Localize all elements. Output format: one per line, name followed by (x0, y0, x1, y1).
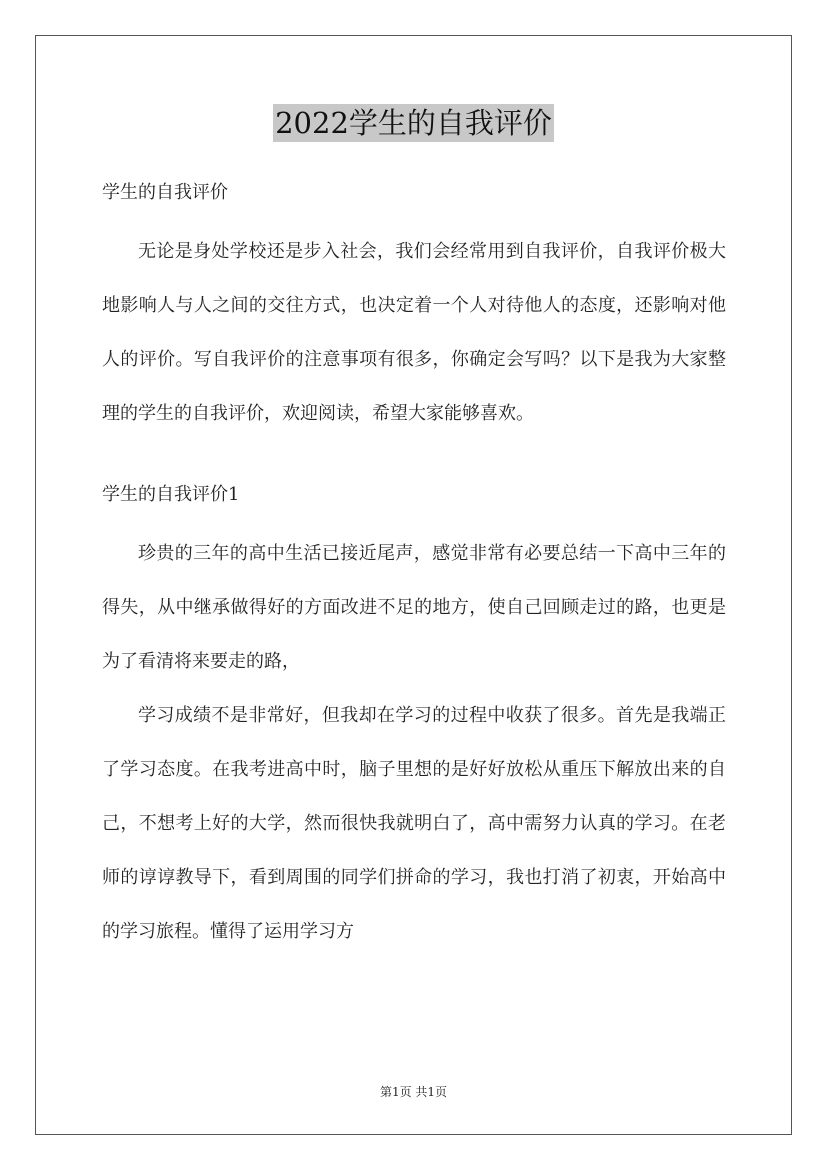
intro-heading: 学生的自我评价 (102, 182, 228, 203)
document-body (102, 175, 726, 959)
page-footer (0, 1083, 827, 1100)
section1-heading: 学生的自我评价1 (102, 484, 240, 505)
spacer (102, 441, 726, 477)
spacer (102, 211, 726, 225)
page-number: 第1页 共1页 (379, 1085, 448, 1099)
section1-paragraph: 学习成绩不是非常好，但我却在学习的过程中收获了很多。首先是我端正了学习态度。在我考进高中时，脑子里想的是好好放松从重压下解放出来的自己，不想考上好的大学，然而很快我就明白了，高中需努力认真的学习。在老师的谆谆教导下，看到周围的同学们拼命的学习，我也打消了初衷，开始高中的学习旅程。懂得了运用学习方 (102, 705, 726, 942)
intro-paragraph: 无论是身处学校还是步入社会，我们会经常用到自我评价，自我评价极大地影响人与人之间的交往方式，也决定着一个人对待他人的态度，还影响对他人的评价。写自我评价的注意事项有很多，你确定会写吗？以下是我为大家整理的学生的自我评价，欢迎阅读，希望大家能够喜欢。 (102, 241, 726, 424)
document-title: 2022学生的自我评价 (275, 106, 552, 140)
section1-paragraph: 珍贵的三年的高中生活已接近尾声，感觉非常有必要总结一下高中三年的得失，从中继承做得好的方面改进不足的地方，使自己回顾走过的路，也更是为了看清将来要走的路， (102, 543, 726, 672)
title-container (0, 104, 827, 142)
spacer (102, 513, 726, 527)
